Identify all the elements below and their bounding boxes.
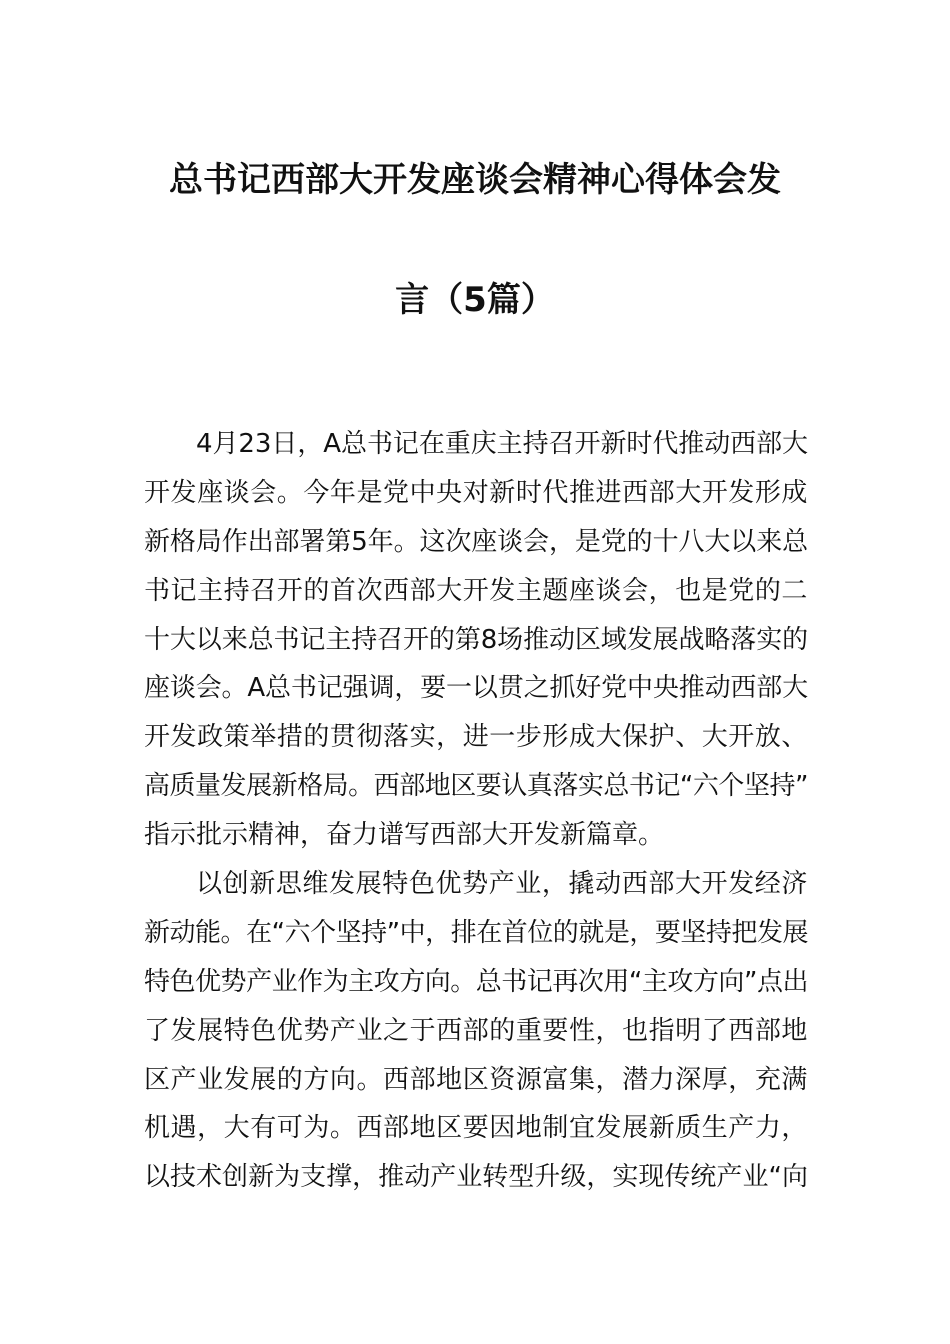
paragraph-2-line-4: 了发展特色优势产业之于西部的重要性，也指明了西部地 <box>144 1015 808 1046</box>
paragraph-1-line-3: 新格局作出部署第5年。这次座谈会，是党的十八大以来总 <box>144 526 808 557</box>
paragraph-1-line-7: 开发政策举措的贯彻落实，进一步形成大保护、大开放、 <box>144 722 808 753</box>
paragraph-1-line-1: 4月23日，A总书记在重庆主持召开新时代推动西部大 <box>196 429 808 459</box>
paragraph-1-line-6: 座谈会。A总书记强调，要一以贯之抓好党中央推动西部大 <box>144 673 808 704</box>
paragraph-2-line-3: 特色优势产业作为主攻方向。总书记再次用“主攻方向”点出 <box>144 966 808 997</box>
paragraph-2-line-5: 区产业发展的方向。西部地区资源富集，潜力深厚，充满 <box>144 1064 808 1095</box>
document-title-line-1: 总书记西部大开发座谈会精神心得体会发 <box>169 160 781 200</box>
paragraph-1-line-8: 高质量发展新格局。西部地区要认真落实总书记“六个坚持” <box>144 771 808 802</box>
paragraph-1-line-5: 十大以来总书记主持召开的第8场推动区域发展战略落实的 <box>144 624 808 655</box>
paragraph-1-line-2: 开发座谈会。今年是党中央对新时代推进西部大开发形成 <box>144 477 808 508</box>
paragraph-2-line-7: 以技术创新为支撑，推动产业转型升级，实现传统产业“向 <box>144 1162 808 1193</box>
document-title-line-2: 言（5篇） <box>395 280 555 320</box>
paragraph-1-line-4: 书记主持召开的首次西部大开发主题座谈会，也是党的二 <box>144 575 808 606</box>
paragraph-2-line-2: 新动能。在“六个坚持”中，排在首位的就是，要坚持把发展 <box>144 917 808 948</box>
paragraph-1-line-9: 指示批示精神，奋力谱写西部大开发新篇章。 <box>144 820 665 851</box>
paragraph-2-line-1: 以创新思维发展特色优势产业，撬动西部大开发经济 <box>196 869 808 900</box>
document-body <box>144 420 808 1202</box>
paragraph-2-line-6: 机遇，大有可为。西部地区要因地制宜发展新质生产力， <box>144 1113 808 1144</box>
